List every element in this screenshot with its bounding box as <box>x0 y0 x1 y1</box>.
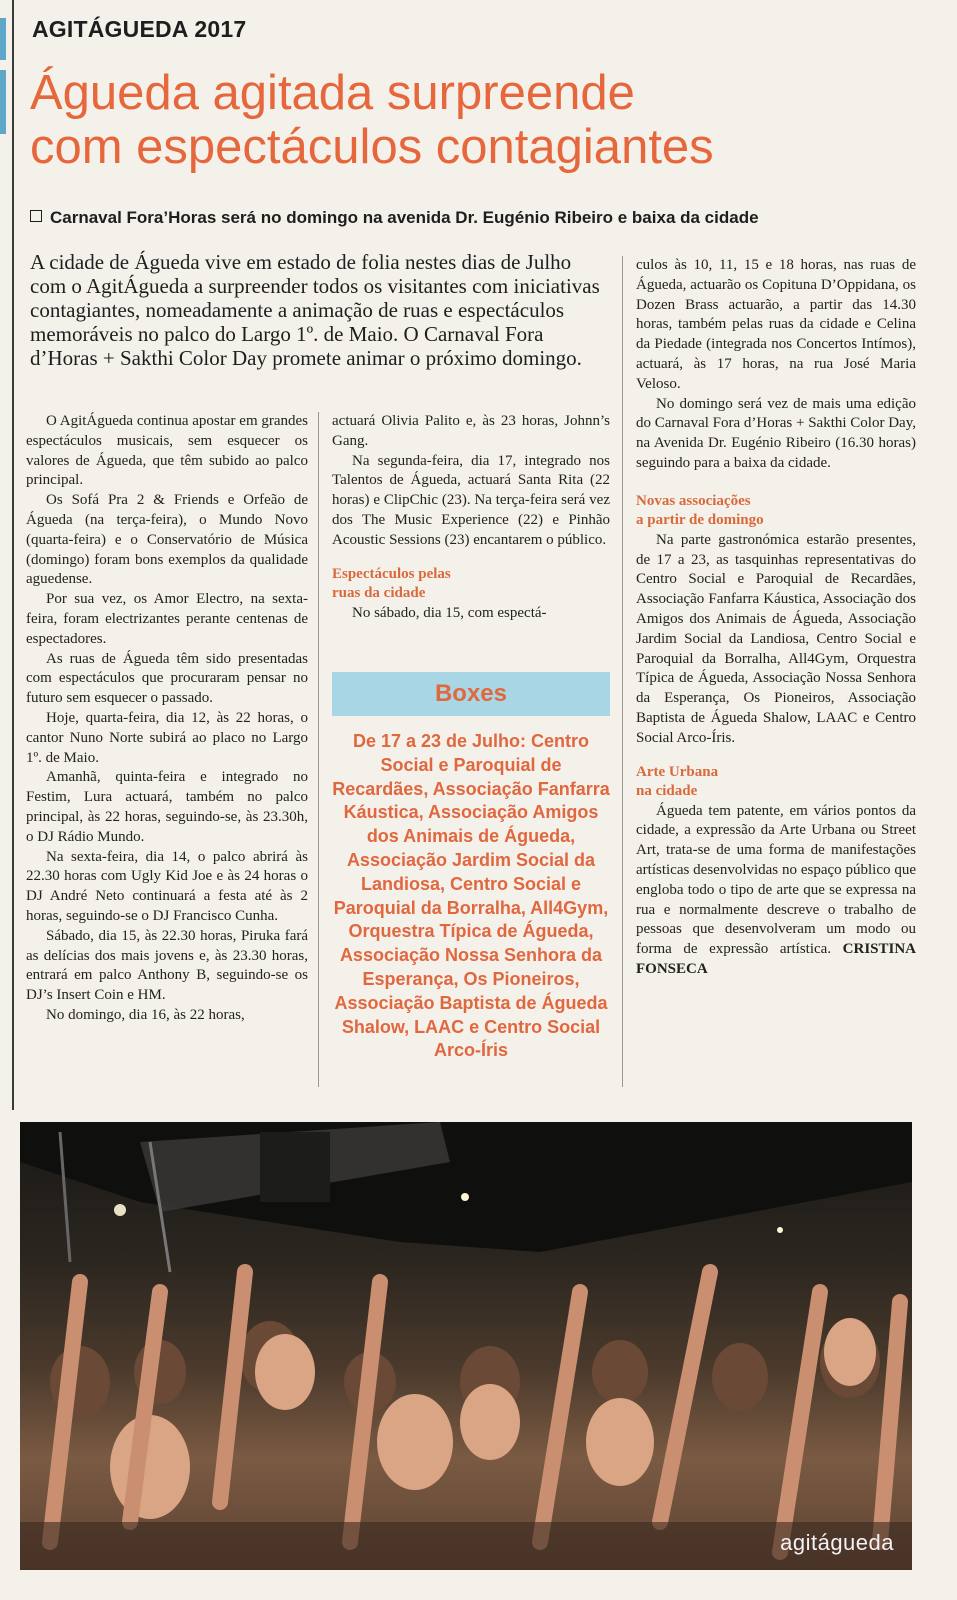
headline <box>30 66 940 174</box>
paragraph: Na sexta-feira, dia 14, o palco abrirá às 22.30 horas com Ugly Kid Joe e às 24 horas o DJ André Neto continuará a festa até às 2 horas, seguindo-se o DJ Francisco Cunha. <box>26 848 308 924</box>
photo-illustration <box>20 1122 912 1570</box>
lead-paragraph: A cidade de Águeda vive em estado de folia nestes dias de Julho com o AgitÁgueda a surpreender todos os visitantes com iniciativas contagiantes, nomeadamente a animação de ruas e espectáculos memoráveis no palco do Largo 1º. de Maio. O Carnaval Fora d’Horas + Sakthi Color Day promete animar o próximo domingo. <box>30 250 600 370</box>
stage-light <box>114 1204 126 1216</box>
subheading-line: Espectáculos pelas <box>332 565 451 582</box>
photo-watermark: agitágueda <box>780 1530 894 1555</box>
paragraph: culos às 10, 11, 15 e 18 horas, nas ruas de Águeda, actuarão os Copituna D’Oppidana, os Dozen Brass actuarão, a partir das 14.30 horas, também pelas ruas da cidade e Celina da Piedade (integrada nos Concertos Intímos), actuará, às 17 horas, na rua José Maria Veloso. <box>636 257 916 392</box>
margin-tab <box>0 70 6 134</box>
checkbox-bullet-icon <box>30 210 42 222</box>
headline-line: com espectáculos contagiantes <box>30 120 714 174</box>
subtitle <box>30 208 940 228</box>
column-3 <box>636 256 916 980</box>
section-label: AGITÁGUEDA 2017 <box>32 16 247 42</box>
headline-line: Águeda agitada surpreende <box>30 66 635 120</box>
paragraph: Os Sofá Pra 2 & Friends e Orfeão de Águeda (na terça-feira), o Mundo Novo (quarta-feira) e o Conservatório de Música (domingo) foram bons exemplos da qualidade aguedense. <box>26 492 308 588</box>
stage-light <box>461 1193 469 1201</box>
subheading-line: Novas associações <box>636 492 751 509</box>
paragraph <box>636 802 916 980</box>
stage-light <box>777 1227 783 1233</box>
paragraph-text: Águeda tem patente, em vários pontos da cidade, a expressão da Arte Urbana ou Street Art, trata-se de uma forma de manifestações artísticas desenvolvidas no espaço público que engloba todo o tipo de arte que se expressa na rua e normalmente descreve o trabalho de pessoas que desenvolveram um modo ou forma de expressão artística. <box>636 802 916 958</box>
paragraph: No domingo será vez de mais uma edição do Carnaval Fora d’Horas + Sakthi Color Day, na Avenida Dr. Eugénio Ribeiro (16.30 horas) seguindo para a baixa da cidade. <box>636 395 916 471</box>
column-divider <box>318 412 319 1087</box>
subheading <box>636 492 916 531</box>
subheading-line: a partir de domingo <box>636 512 764 529</box>
subheading-line: ruas da cidade <box>332 585 426 602</box>
paragraph: O AgitÁgueda continua apostar em grandes espectáculos musicais, sem esquecer os valores de Águeda, que têm subido ao palco principal. <box>26 413 309 489</box>
paragraph: Amanhã, quinta-feira e integrado no Festim, Lura actuará, também no palco principal, às 22 horas, seguindo-se, às 23.30h, o DJ Rádio Mundo. <box>26 769 308 845</box>
subheading <box>332 565 610 604</box>
subheading <box>636 763 916 802</box>
subheading-line: Arte Urbana <box>636 763 719 780</box>
boxes-text: De 17 a 23 de Julho: Centro Social e Paroquial de Recardães, Associação Fanfarra Káustica, Associação Amigos dos Animais de Águeda, Associação Jardim Social da Landiosa, Centro Social e Paroquial da Borralha, All4Gym, Orquestra Típica de Águeda, Associação Nossa Senhora da Esperança, Os Pioneiros, Associação Baptista de Águeda Shalow, LAAC e Centro Social Arco-Íris <box>332 731 610 1061</box>
paragraph: Hoje, quarta-feira, dia 12, às 22 horas, o cantor Nuno Norte subirá ao placo no Largo 1º. de Maio. <box>26 709 308 766</box>
column-2 <box>332 412 610 623</box>
speaker-box <box>260 1132 330 1202</box>
paragraph: No domingo, dia 16, às 22 horas, <box>46 1006 245 1023</box>
paragraph: actuará Olivia Palito e, às 23 horas, Johnn’s Gang. <box>332 413 610 449</box>
column-1 <box>26 412 308 1026</box>
boxes-title-bar: Boxes <box>332 672 610 716</box>
paragraph: Na segunda-feira, dia 17, integrado nos Talentos de Águeda, actuará Santa Rita (22 horas) e ClipChic (23). Na terça-feira será vez dos The Music Experience (22) e Pinhão Acoustic Sessions (23) encantarem o público. <box>332 452 610 548</box>
concert-crowd-photo <box>20 1122 912 1570</box>
paragraph: Sábado, dia 15, às 22.30 horas, Piruka fará as delícias dos mais jovens e, às 23.30 horas, entrará em palco Anthony B, seguindo-se os DJ’s Insert Coin e HM. <box>26 927 308 1004</box>
subtitle-text: Carnaval Fora’Horas será no domingo na avenida Dr. Eugénio Ribeiro e baixa da cidade <box>50 208 759 227</box>
paragraph: No sábado, dia 15, com espectá- <box>352 604 547 621</box>
paragraph: Na parte gastronómica estarão presentes, de 17 a 23, as tasquinhas representativas do Centro Social e Paroquial de Recardães, Associação Fanfarra Káustica, Associação dos Amigos dos Animais de Águeda, Associação Jardim Social da Landiosa, Centro Social e Paroquial da Borralha, All4Gym, Orquestra Típica de Águeda, Associação Nossa Senhora da Esperança, Os Pioneiros, Associação Baptista de Águeda Shalow, LAAC e Centro Social Arco-Íris. <box>636 531 916 746</box>
foreground-shadow <box>20 1522 912 1570</box>
column-divider <box>622 256 623 1087</box>
margin-tab <box>0 18 6 60</box>
margin-rule <box>12 0 14 1110</box>
paragraph: Por sua vez, os Amor Electro, na sexta-feira, foram electrizantes perante centenas de espectadores. <box>26 591 308 647</box>
byline: CRISTINA FONSECA <box>636 941 917 977</box>
subheading-line: na cidade <box>636 783 698 800</box>
paragraph: As ruas de Águeda têm sido presentadas com espectáculos que procuraram pensar no futuro sem esquecer o passado. <box>26 650 308 707</box>
